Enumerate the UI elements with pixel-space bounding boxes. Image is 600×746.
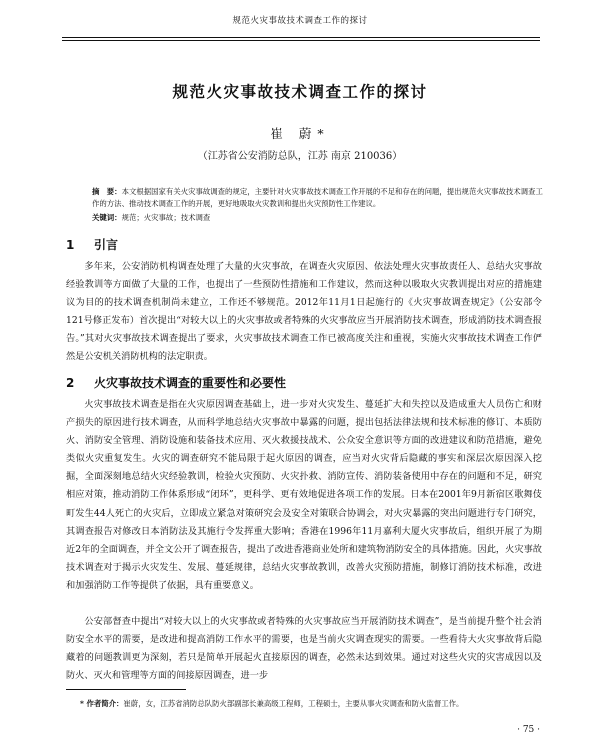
section-number: 1 — [66, 238, 75, 252]
paragraph-importance: 火灾事故技术调查是指在火灾原因调查基础上，进一步对火灾发生、蔓延扩大和失控以及造成重大人员伤亡和财产损失的原因进行技术调查，从而科学地总结火灾事故中暴露的问题，提出包括法律法规和技术标准的修订、本质防火、消防安全管理、消防设施和装备技术应用、灭火救援技战术、公众安全意识等方面的改进建议和防范措施，避免类似火灾重复发生。火灾的调查研究不能局限于起火原因的调查，应当对火灾背后隐藏的事实和深层次原因深入挖掘，全面深刻地总结火灾经验教训，检验火灾预防、火灾扑救、消防宣传、消防装备使用中存在的问题和不足，研究相应对策，推动消防工作体系形成“闭环”，更科学、更有效地促进各项工作的发展。日本在2001年9月新宿区歌舞伎町发生44人死亡的火灾后，立即成立紧急对策研究会及安全对策联合协调会，对火灾暴露的突出问题进行专门研究，其调查报告对修改日本消防法及其施行令发挥重大影响；香港在1996年11月嘉利大厦火灾事故后，组织开展了为期近2年的全面调查，并全文公开了调查报告，提出了改进香港商业处所和建筑物消防安全的具体措施。因此，火灾事故技术调查对于揭示火灾发生、发展、蔓延规律，总结火灾事故教训，改善火灾预防措施，制修订消防技术标准，改进和加强消防工作等提供了依据，具有重要意义。 — [66, 399, 542, 591]
page-number: · 75 · — [517, 725, 540, 735]
keywords-label: 关键词： — [92, 213, 122, 222]
article-affiliation: （江苏省公安消防总队，江苏 南京 210036） — [197, 151, 403, 162]
header-rule-bottom — [62, 40, 540, 41]
paragraph-necessity: 公安部督查中提出“对较大以上的火灾事故或者特殊的火灾事故应当开展消防技术调查”，是当前提升整个社会消防安全水平的需要，是改进和提高消防工作水平的需要，也是当前火灾调查现实的需要。一些看待大火灾事故背后隐藏着的问题教训更为深刻，若只是简单开展起火直接原因的调查，必然未达到效果。通过对这些火灾的灾害成因以及防火、灭火和管理等方面的间接原因调查，进一步 — [66, 616, 542, 682]
section-number: 2 — [66, 376, 75, 390]
footnote-text: 崔蔚，女，江苏省消防总队防火部副部长兼高级工程师，工程硕士，主要从事火灾调查和防火监督工作。 — [123, 699, 464, 708]
section-title: 火灾事故技术调查的重要性和必要性 — [94, 376, 287, 390]
header-rule-top — [62, 37, 540, 38]
footnote-label: * 作者简介： — [80, 699, 124, 708]
article-author: 崔 蔚* — [270, 126, 330, 141]
article-title: 规范火灾事故技术调查工作的探讨 — [172, 83, 428, 101]
footnote-rule — [66, 689, 186, 690]
section-title: 引言 — [94, 238, 119, 252]
abstract-label: 摘 要： — [92, 187, 122, 196]
paragraph-intro: 多年来，公安消防机构调查处理了大量的火灾事故，在调查火灾原因、依法处理火灾事故责任人、总结火灾事故经验教训等方面做了大量的工作，也提出了一些预防性措施和工作建议，然而这种以吸取火灾教训提出对应的措施建议为目的的技术调查机制尚未建立，工作还不够规范。2012年11月1日起施行的《火灾事故调查规定》（公安部令121号修正发布）首次提出“对较大以上的火灾事故或者特殊的火灾事故应当开展消防技术调查，形成消防技术调查报告。”其对火灾事故技术调查提出了要求，火灾事故技术调查工作已被高度关注和重视，实施火灾事故技术调查工作俨然是公安机关消防机构的法定职责。 — [66, 261, 542, 363]
abstract-text: 本文根据国家有关火灾事故调查的规定，主要针对火灾事故技术调查工作开展的不足和存在的问题，提出规范火灾事故技术调查工作的方法、推动技术调查工作的开展，更好地吸取火灾教训和提出火灾预防性工作建议。 — [92, 187, 543, 208]
keywords-text: 规范；火灾事故；技术调查 — [121, 213, 211, 222]
running-header: 规范火灾事故技术调查工作的探讨 — [232, 16, 368, 26]
section-heading-2 — [66, 374, 286, 391]
keywords — [92, 212, 544, 224]
abstract — [92, 186, 544, 210]
footnote — [80, 698, 550, 709]
section-heading-1 — [66, 236, 118, 253]
